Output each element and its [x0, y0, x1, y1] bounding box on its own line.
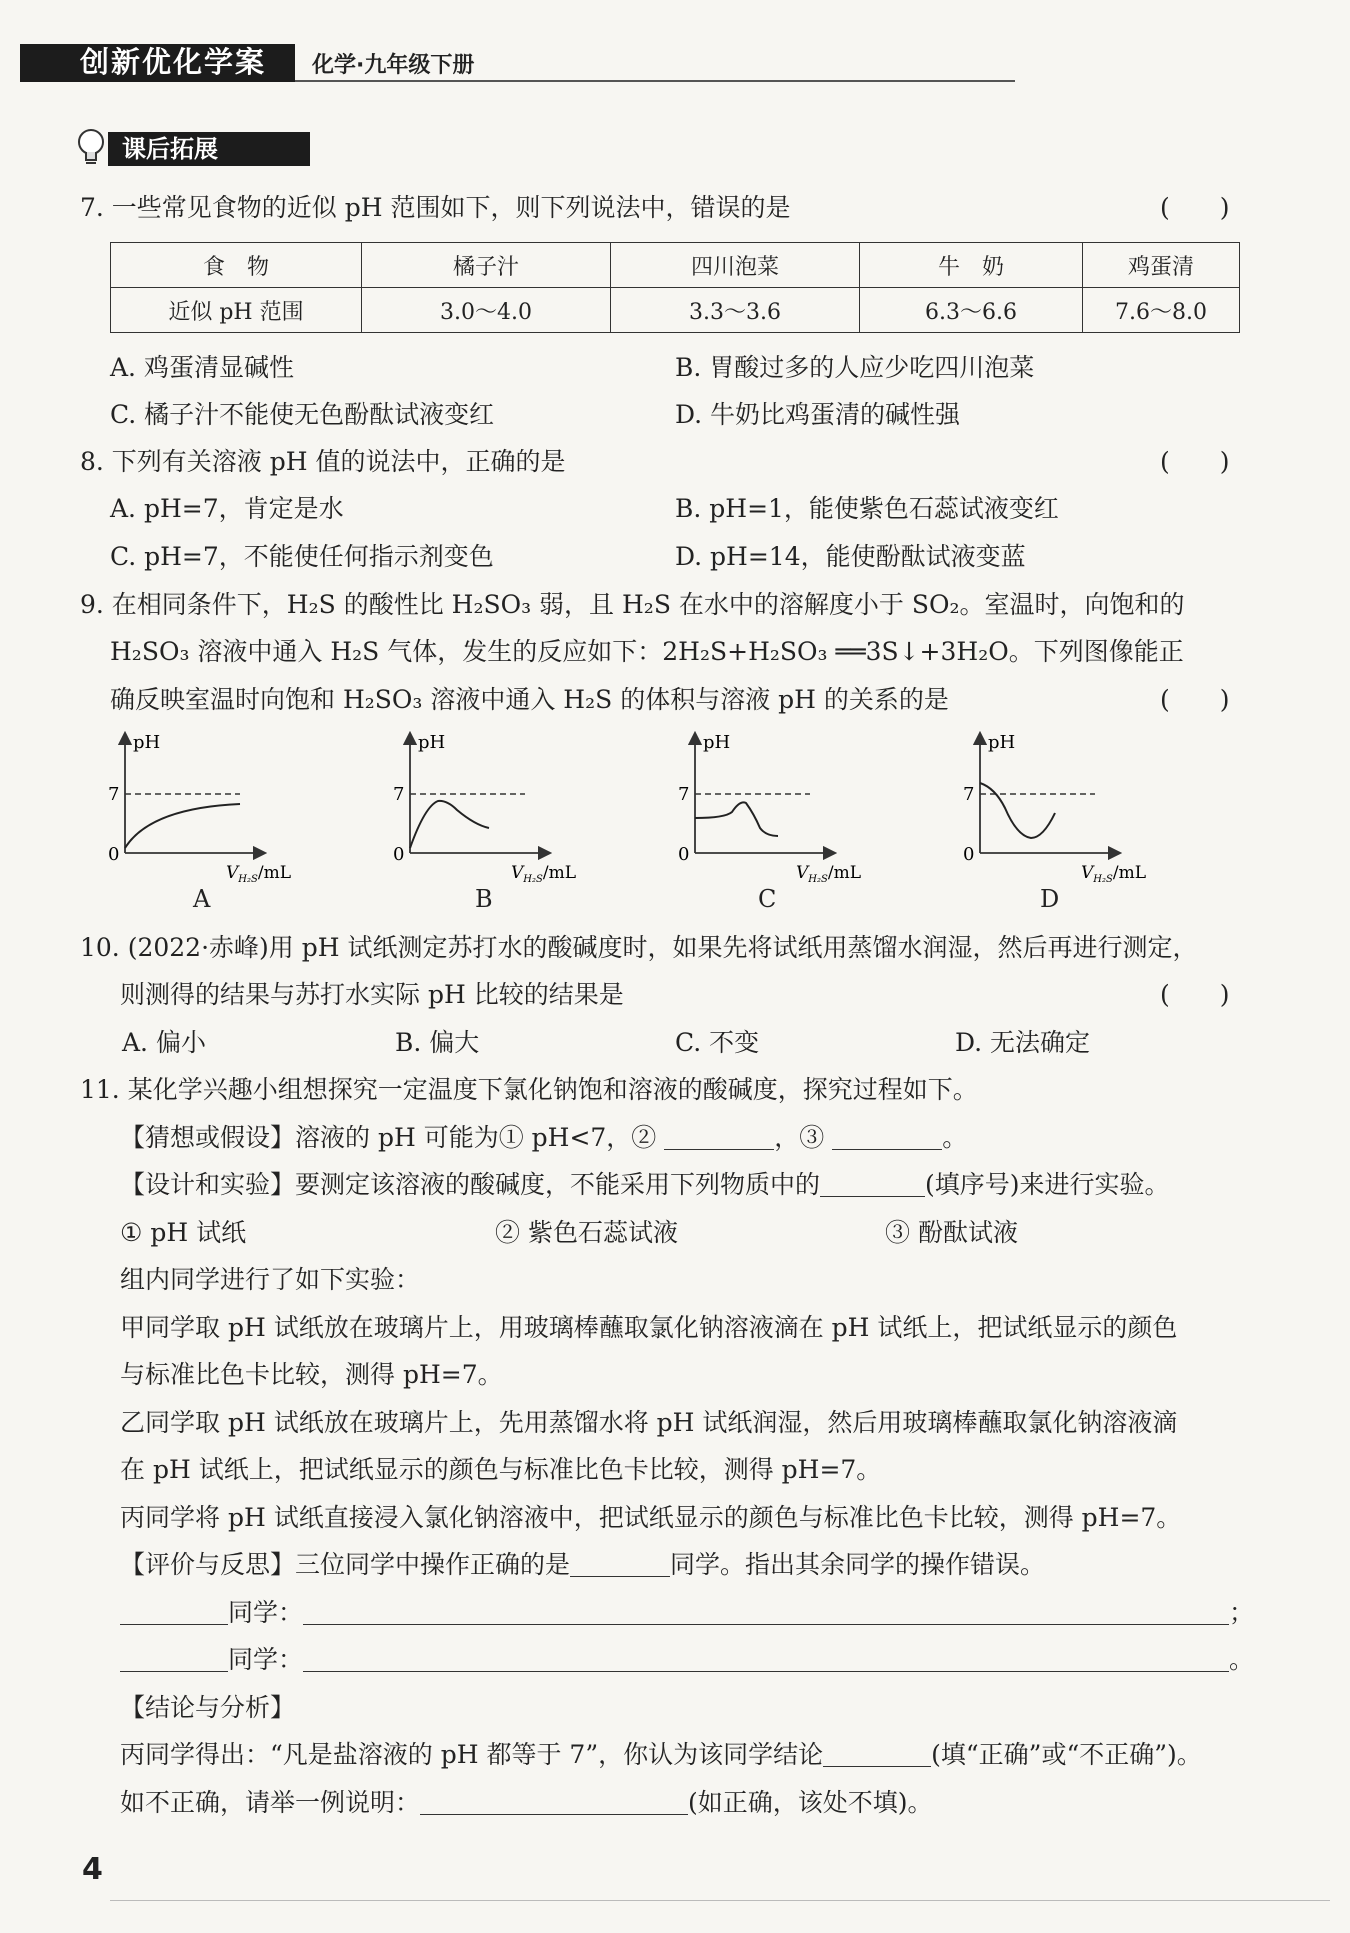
x-axis-sub: H₂S	[808, 874, 828, 885]
q7-option-a: A. 鸡蛋清显碱性	[110, 353, 294, 382]
line-end: ；	[1229, 1598, 1255, 1627]
q11-jia-2: 与标准比色卡比较，测得 pH=7。	[120, 1360, 503, 1389]
q10-option-c: C. 不变	[675, 1028, 760, 1057]
q11-guess	[120, 1123, 967, 1153]
answer-blank[interactable]	[664, 1125, 774, 1150]
x-axis-unit: /mL	[1112, 863, 1147, 883]
q9-answer-paren: ( )	[1160, 685, 1230, 714]
footer-rule	[110, 1900, 1330, 1901]
ph-curve	[980, 783, 1055, 838]
ph-curve	[695, 802, 778, 836]
q8-option-c: C. pH=7，不能使任何指示剂变色	[110, 542, 494, 571]
graph-a	[100, 728, 300, 888]
example-text: 如不正确，请举一例说明：	[120, 1788, 421, 1817]
brand-title: 创新优化学案	[80, 45, 267, 79]
q11-yi-2: 在 pH 试纸上，把试纸显示的颜色与标准比色卡比较，测得 pH=7。	[120, 1455, 882, 1484]
q9-line-1: 9. 在相同条件下，H₂S 的酸性比 H₂SO₃ 弱，且 H₂S 在水中的溶解度小于 SO₂。室温时，向饱和的	[80, 590, 1185, 619]
x-axis-label: V	[1081, 863, 1094, 883]
y-axis-label: pH	[418, 732, 446, 753]
ph-curve	[410, 801, 489, 848]
x-axis-label: V	[796, 863, 809, 883]
svg-text:VH₂S/mL	[511, 863, 576, 885]
y-axis-label: pH	[133, 732, 161, 753]
graph-c	[670, 728, 870, 888]
x-axis-unit: /mL	[827, 863, 862, 883]
tongxue-label: 同学：	[228, 1598, 304, 1627]
q7-option-b: B. 胃酸过多的人应少吃四川泡菜	[675, 353, 1035, 382]
x-axis-unit: /mL	[257, 863, 292, 883]
y-tick-7: 7	[393, 784, 405, 805]
graph-label-c: C	[758, 885, 777, 913]
svg-text:VH₂S/mL	[1081, 863, 1146, 885]
answer-blank[interactable]	[120, 1647, 228, 1672]
q11-error-line-2	[120, 1645, 1254, 1675]
q11-option-1: ① pH 试纸	[120, 1218, 247, 1247]
answer-blank[interactable]	[570, 1552, 670, 1577]
q7-answer-paren: ( )	[1160, 193, 1230, 222]
example-tail: (如正确，该处不填)。	[688, 1788, 933, 1817]
q11-jia-1: 甲同学取 pH 试纸放在玻璃片上，用玻璃棒蘸取氯化钠溶液滴在 pH 试纸上，把试纸显示的颜色	[120, 1313, 1178, 1342]
q10-option-a: A. 偏小	[122, 1028, 206, 1057]
answer-blank[interactable]	[303, 1600, 1229, 1625]
graph-b	[385, 728, 585, 888]
table-cell: 鸡蛋清	[1083, 243, 1240, 288]
q7-stem: 7. 一些常见食物的近似 pH 范围如下，则下列说法中，错误的是	[80, 193, 791, 222]
q11-bing: 丙同学将 pH 试纸直接浸入氯化钠溶液中，把试纸显示的颜色与标准比色卡比较，测得 pH=7。	[120, 1503, 1182, 1532]
q11-eval	[120, 1550, 1045, 1580]
graph-label-d: D	[1040, 885, 1060, 913]
page-number: 4	[82, 1852, 103, 1887]
eval-text: 【评价与反思】三位同学中操作正确的是	[120, 1550, 571, 1579]
table-cell: 7.6～8.0	[1083, 288, 1240, 333]
q11-conclusion-heading: 【结论与分析】	[120, 1693, 296, 1722]
y-tick-7: 7	[963, 784, 975, 805]
q10-option-d: D. 无法确定	[955, 1028, 1091, 1057]
answer-blank[interactable]	[832, 1125, 942, 1150]
x-axis-label: V	[226, 863, 239, 883]
q10-answer-paren: ( )	[1160, 980, 1230, 1009]
origin-label: 0	[108, 844, 120, 865]
table-row	[111, 288, 1240, 333]
q11-error-line-1	[120, 1598, 1254, 1628]
answer-blank[interactable]	[303, 1647, 1229, 1672]
graph-d	[955, 728, 1155, 888]
lightbulb-icon	[76, 128, 108, 168]
table-cell: 牛 奶	[860, 243, 1083, 288]
header-rule	[295, 80, 1015, 82]
food-ph-table	[110, 242, 1240, 333]
svg-text:VH₂S/mL	[226, 863, 291, 885]
q10-line-2: 则测得的结果与苏打水实际 pH 比较的结果是	[120, 980, 624, 1009]
design-tail: (填序号)来进行实验。	[925, 1170, 1170, 1199]
x-axis-sub: H₂S	[1093, 874, 1113, 885]
q8-option-b: B. pH=1，能使紫色石蕊试液变红	[675, 494, 1059, 523]
x-axis-unit: /mL	[542, 863, 577, 883]
answer-blank[interactable]	[420, 1790, 688, 1815]
q11-option-2: ② 紫色石蕊试液	[495, 1218, 678, 1247]
ph-curve	[125, 804, 240, 848]
q11-stem: 11. 某化学兴趣小组想探究一定温度下氯化钠饱和溶液的酸碱度，探究过程如下。	[80, 1075, 978, 1104]
guess-sep: ，③	[774, 1123, 825, 1152]
conclusion-tail: (填“正确”或“不正确”)。	[931, 1740, 1202, 1769]
q10-line-1: 10. (2022·赤峰)用 pH 试纸测定苏打水的酸碱度时，如果先将试纸用蒸馏水润湿，然后再进行测定，	[80, 933, 1198, 962]
table-cell: 橘子汁	[362, 243, 611, 288]
graph-label-a: A	[193, 885, 211, 913]
y-axis-label: pH	[703, 732, 731, 753]
y-tick-7: 7	[108, 784, 120, 805]
table-cell: 6.3～6.6	[860, 288, 1083, 333]
guess-end: 。	[942, 1123, 968, 1152]
page-header	[20, 42, 1330, 86]
q8-answer-paren: ( )	[1160, 447, 1230, 476]
q11-option-3: ③ 酚酞试液	[885, 1218, 1018, 1247]
x-axis-sub: H₂S	[523, 874, 543, 885]
table-cell: 四川泡菜	[611, 243, 860, 288]
x-axis-label: V	[511, 863, 524, 883]
answer-blank[interactable]	[820, 1172, 925, 1197]
q11-conclusion-1	[120, 1740, 1202, 1770]
table-cell: 食 物	[111, 243, 362, 288]
x-axis-sub: H₂S	[238, 874, 258, 885]
q8-option-a: A. pH=7，肯定是水	[110, 494, 344, 523]
q11-conclusion-2	[120, 1788, 933, 1818]
graph-label-b: B	[475, 885, 493, 913]
q8-stem: 8. 下列有关溶液 pH 值的说法中，正确的是	[80, 447, 566, 476]
q8-option-d: D. pH=14，能使酚酞试液变蓝	[675, 542, 1026, 571]
answer-blank[interactable]	[120, 1600, 228, 1625]
eval-tail: 同学。指出其余同学的操作错误。	[670, 1550, 1046, 1579]
section-title: 课后拓展	[108, 132, 310, 166]
conclusion-text: 丙同学得出：“凡是盐溶液的 pH 都等于 7”，你认为该同学结论	[120, 1740, 824, 1769]
line-end: 。	[1229, 1645, 1255, 1674]
q11-yi-1: 乙同学取 pH 试纸放在玻璃片上，先用蒸馏水将 pH 试纸润湿，然后用玻璃棒蘸取氯化钠溶液滴	[120, 1408, 1178, 1437]
origin-label: 0	[678, 844, 690, 865]
table-cell: 近似 pH 范围	[111, 288, 362, 333]
y-axis-label: pH	[988, 732, 1016, 753]
q10-option-b: B. 偏大	[395, 1028, 480, 1057]
q11-intro: 组内同学进行了如下实验：	[120, 1265, 421, 1294]
y-tick-7: 7	[678, 784, 690, 805]
table-cell: 3.3～3.6	[611, 288, 860, 333]
q7-option-c: C. 橘子汁不能使无色酚酞试液变红	[110, 400, 495, 429]
svg-text:VH₂S/mL	[796, 863, 861, 885]
origin-label: 0	[393, 844, 405, 865]
design-text: 【设计和实验】要测定该溶液的酸碱度，不能采用下列物质中的	[120, 1170, 821, 1199]
guess-text: 【猜想或假设】溶液的 pH 可能为① pH<7，②	[120, 1123, 657, 1152]
subject-label: 化学·九年级下册	[312, 53, 475, 78]
origin-label: 0	[963, 844, 975, 865]
tongxue-label: 同学：	[228, 1645, 304, 1674]
q11-design	[120, 1170, 1170, 1200]
q9-line-2: H₂SO₃ 溶液中通入 H₂S 气体，发生的反应如下：2H₂S+H₂SO₃ ══3S↓+3H₂O。下列图像能正	[110, 637, 1184, 666]
q7-option-d: D. 牛奶比鸡蛋清的碱性强	[675, 400, 961, 429]
table-cell: 3.0～4.0	[362, 288, 611, 333]
answer-blank[interactable]	[823, 1742, 931, 1767]
q9-line-3: 确反映室温时向饱和 H₂SO₃ 溶液中通入 H₂S 的体积与溶液 pH 的关系的是	[110, 685, 949, 714]
table-row	[111, 243, 1240, 288]
